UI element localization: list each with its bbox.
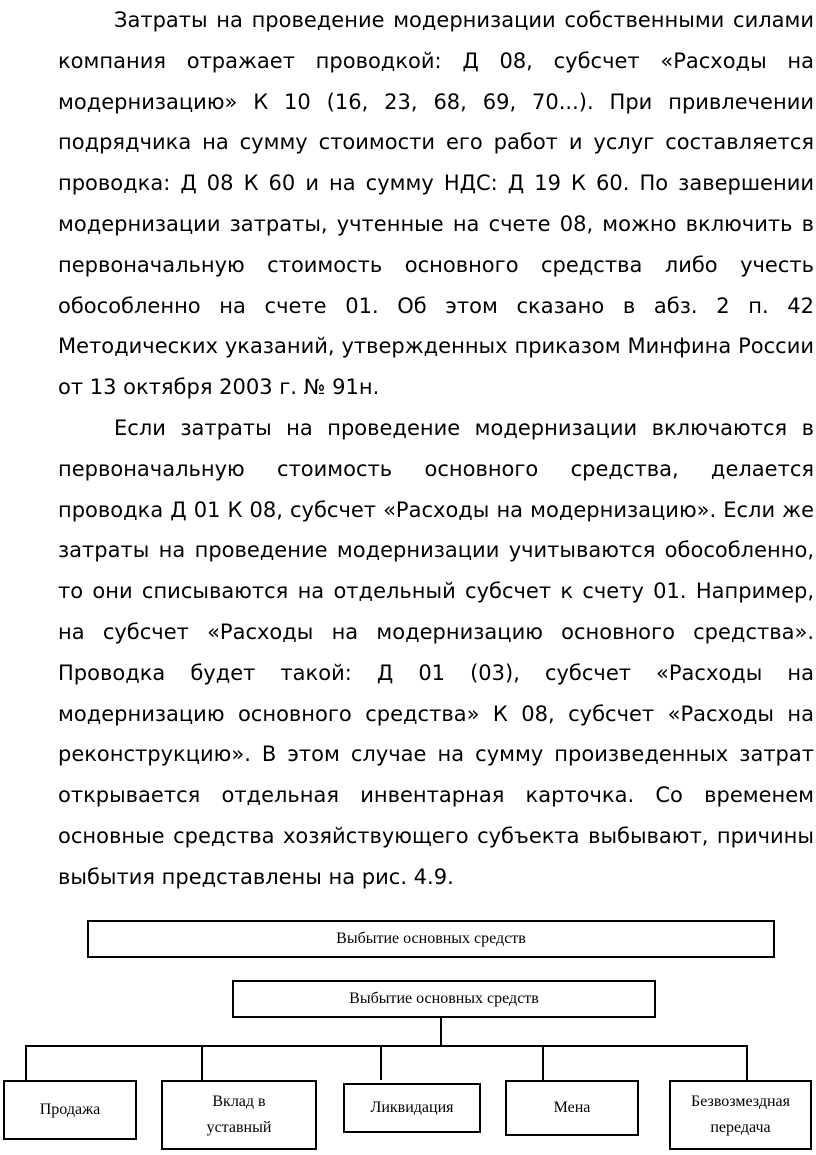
paragraph-1: Затраты на проведение модернизации собственными силами компания отражает проводкой: Д 08, субсчет «Расходы на модернизацию» К 10 (16, 23, 68, 69, 70...). При привлечении подрядчика на сумму стоимости его работ и услуг составляется проводка: Д 08 К 60 и на сумму НДС: Д 19 К 60. По завершении модернизации затраты, учтенные на счете 08, можно включить в первоначальную стоимость основного средства либо учесть обособленно на счете 01. Об этом сказано в абз. 2 п. 42 Методических указаний, утвержденных приказом Минфина России от 13 октября 2003 г. № 91н.	[58, 8, 814, 400]
connector-vertical-main	[440, 1018, 442, 1046]
diagram-item-box	[505, 1080, 639, 1136]
diagram-outer-title-box	[87, 920, 775, 958]
diagram-outer-title: Выбытие основных средств	[336, 930, 526, 947]
diagram-inner-title: Выбытие основных средств	[349, 990, 539, 1007]
diagram-item-box	[343, 1083, 481, 1133]
diagram-item-box	[669, 1080, 812, 1150]
diagram-inner-title-box	[232, 980, 656, 1018]
diagram-item-box	[161, 1080, 317, 1150]
connector-drop-4	[542, 1045, 544, 1080]
connector-drop-5	[746, 1045, 748, 1080]
connector-drop-3	[380, 1045, 382, 1080]
diagram-item-label: Вклад в уставный	[206, 1093, 272, 1136]
diagram-item-box	[3, 1080, 137, 1140]
diagram-item-label: Продажа	[39, 1101, 101, 1118]
connector-drop-1	[25, 1045, 27, 1080]
paragraph-2: Если затраты на проведение модернизации включаются в первоначальную стоимость основного средства, делается проводка Д 01 К 08, субсчет «Расходы на модернизацию». Если же затраты на проведение модернизации учитываются обособленно, то они списываются на отдельный субсчет к счету 01. Например, на субсчет «Расходы на модернизацию основного средства». Проводка будет такой: Д 01 (03), субсчет «Расходы на модернизацию основного средства» К 08, субсчет «Расходы на реконструкцию». В этом случае на сумму произведенных затрат открывается отдельная инвентарная карточка. Со временем основные средства хозяйствующего субъекта выбывают, причины выбытия представлены на рис. 4.9.	[58, 415, 814, 889]
diagram-item-label: Ликвидация	[370, 1099, 454, 1116]
diagram-item-label: Безвозмездная передача	[691, 1093, 790, 1136]
connector-horizontal-bus	[25, 1045, 748, 1047]
connector-drop-2	[201, 1045, 203, 1080]
diagram-item-label: Мена	[553, 1099, 591, 1116]
